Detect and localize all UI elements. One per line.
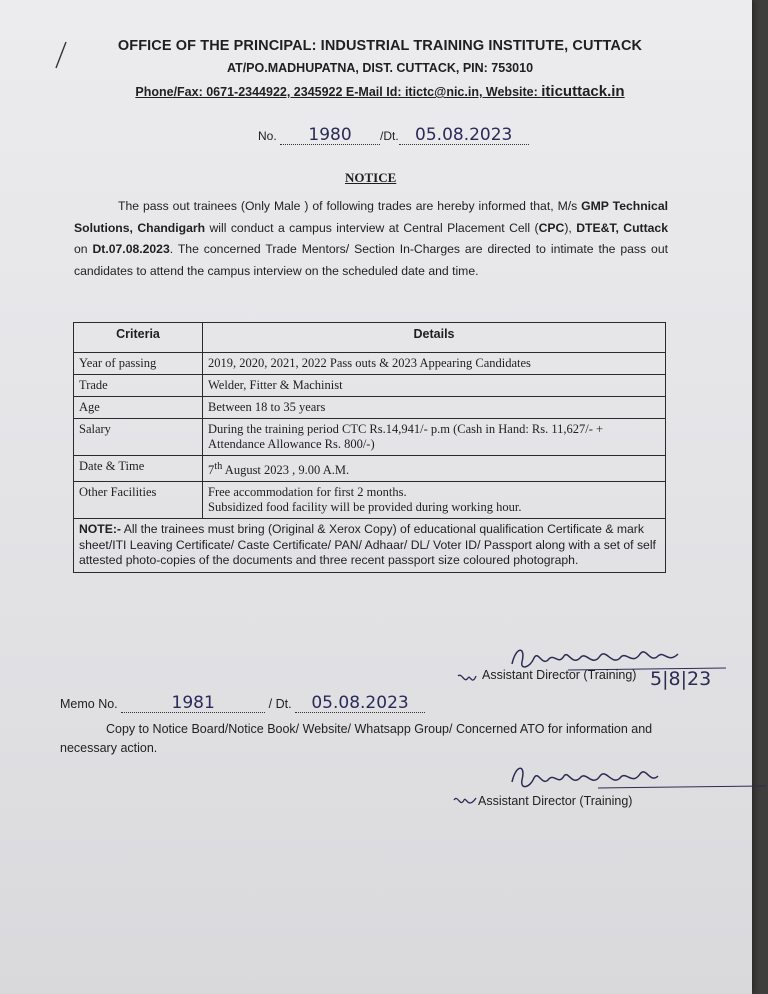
para-cpc: CPC [538, 220, 565, 235]
copy-to-text: Copy to Notice Board/Notice Book/ Website/ Whatsapp Group/ Concerned ATO for information and necessary action. [60, 722, 653, 755]
memo-no-value: 1981 [121, 694, 265, 713]
initial-mark-icon [456, 670, 478, 694]
note-text: All the trainees must bring (Original & Xerox Copy) of educational qualification Certificate & mark sheet/ITI Leaving Certificate/ Caste Certificate/ PAN/ Adhaar/ DL/ Voter ID/ Passport along with a set of self attested photo-copies of the documents and three recent passport size coloured photograph. [79, 522, 656, 568]
facility-line-1: Free accommodation for first 2 months. [208, 485, 407, 500]
website-text: iticuttack.in [541, 83, 625, 100]
office-contact [60, 83, 700, 100]
ref-no-label: No. [258, 129, 277, 143]
para-date: Dt.07.08.2023 [92, 242, 170, 256]
para-text-5: . The concerned Trade Mentors/ Section In-Charges are directed to intimate the pass out candidates to attend the campus interview on the scheduled date and time. [74, 242, 668, 278]
date-day: 7 [208, 463, 215, 478]
office-title: OFFICE OF THE PRINCIPAL: INDUSTRIAL TRAINING INSTITUTE, CUTTACK [117, 38, 643, 54]
table-row [74, 456, 666, 482]
memo-line [60, 694, 425, 713]
date-rest: August 2023 , 9.00 A.M. [222, 463, 350, 478]
criteria-cell: Age [74, 397, 203, 419]
criteria-cell: Salary [74, 419, 203, 456]
memo-dt-label: / Dt. [268, 697, 292, 711]
criteria-cell: Date & Time [74, 456, 203, 482]
ref-dt-label: /Dt. [380, 129, 399, 143]
criteria-cell: Year of passing [74, 353, 203, 375]
assistant-director-1: Assistant Director (Training) [482, 668, 637, 682]
facility-line-2: Subsidized food facility will be provided during working hour. [208, 500, 522, 515]
assistant-director-2: Assistant Director (Training) [478, 794, 633, 808]
table-header-row [74, 323, 666, 353]
office-address: AT/PO.MADHUPATNA, DIST. CUTTACK, PIN: 753010 [226, 61, 534, 75]
para-company: GMP Technical Solutions, Chandigarh [74, 199, 668, 235]
notice-paragraph [74, 196, 668, 282]
details-cell: During the training period CTC Rs.14,941/- p.m (Cash in Hand: Rs. 11,627/- + Attendance Allowance Rs. 800/-) [203, 419, 666, 456]
details-cell: Welder, Fitter & Machinist [203, 375, 666, 397]
table-row [74, 397, 666, 419]
note-cell [74, 519, 666, 573]
para-text-1: The pass out trainees (Only Male ) of following trades are hereby informed that, M/s [118, 199, 582, 213]
table-row [74, 375, 666, 397]
memo-dt-value: 05.08.2023 [295, 694, 425, 713]
details-cell [203, 456, 666, 482]
para-text-3: ), [564, 220, 577, 235]
para-text-4: on [74, 242, 93, 256]
note-label: NOTE:- [79, 522, 121, 537]
ref-dt-value: 05.08.2023 [399, 126, 529, 145]
criteria-table [73, 322, 666, 573]
date-suffix: th [214, 461, 223, 472]
criteria-cell: Other Facilities [74, 482, 203, 519]
details-header: Details [203, 323, 666, 353]
details-cell: Between 18 to 35 years [203, 397, 666, 419]
table-row [74, 353, 666, 375]
criteria-cell: Trade [74, 375, 203, 397]
details-cell: 2019, 2020, 2021, 2022 Pass outs & 2023 Appearing Candidates [203, 353, 666, 375]
criteria-header: Criteria [74, 323, 203, 353]
table-row [74, 419, 666, 456]
reference-line [258, 126, 529, 145]
ref-no-value: 1980 [280, 126, 380, 145]
initial-mark-2-icon [452, 792, 478, 818]
table-row [74, 482, 666, 519]
handwritten-date: 5|8|23 [650, 668, 712, 690]
memo-label: Memo No. [60, 697, 118, 711]
para-text-2: will conduct a campus interview at Central Placement Cell ( [205, 220, 539, 235]
details-cell [203, 482, 666, 519]
note-row [74, 519, 666, 573]
para-venue: DTE&T, Cuttack [576, 220, 668, 235]
notice-heading: NOTICE [345, 170, 397, 185]
contact-text: Phone/Fax: 0671-2344922, 2345922 E-Mail Id: itictc@nic.in, Website: [135, 85, 542, 99]
